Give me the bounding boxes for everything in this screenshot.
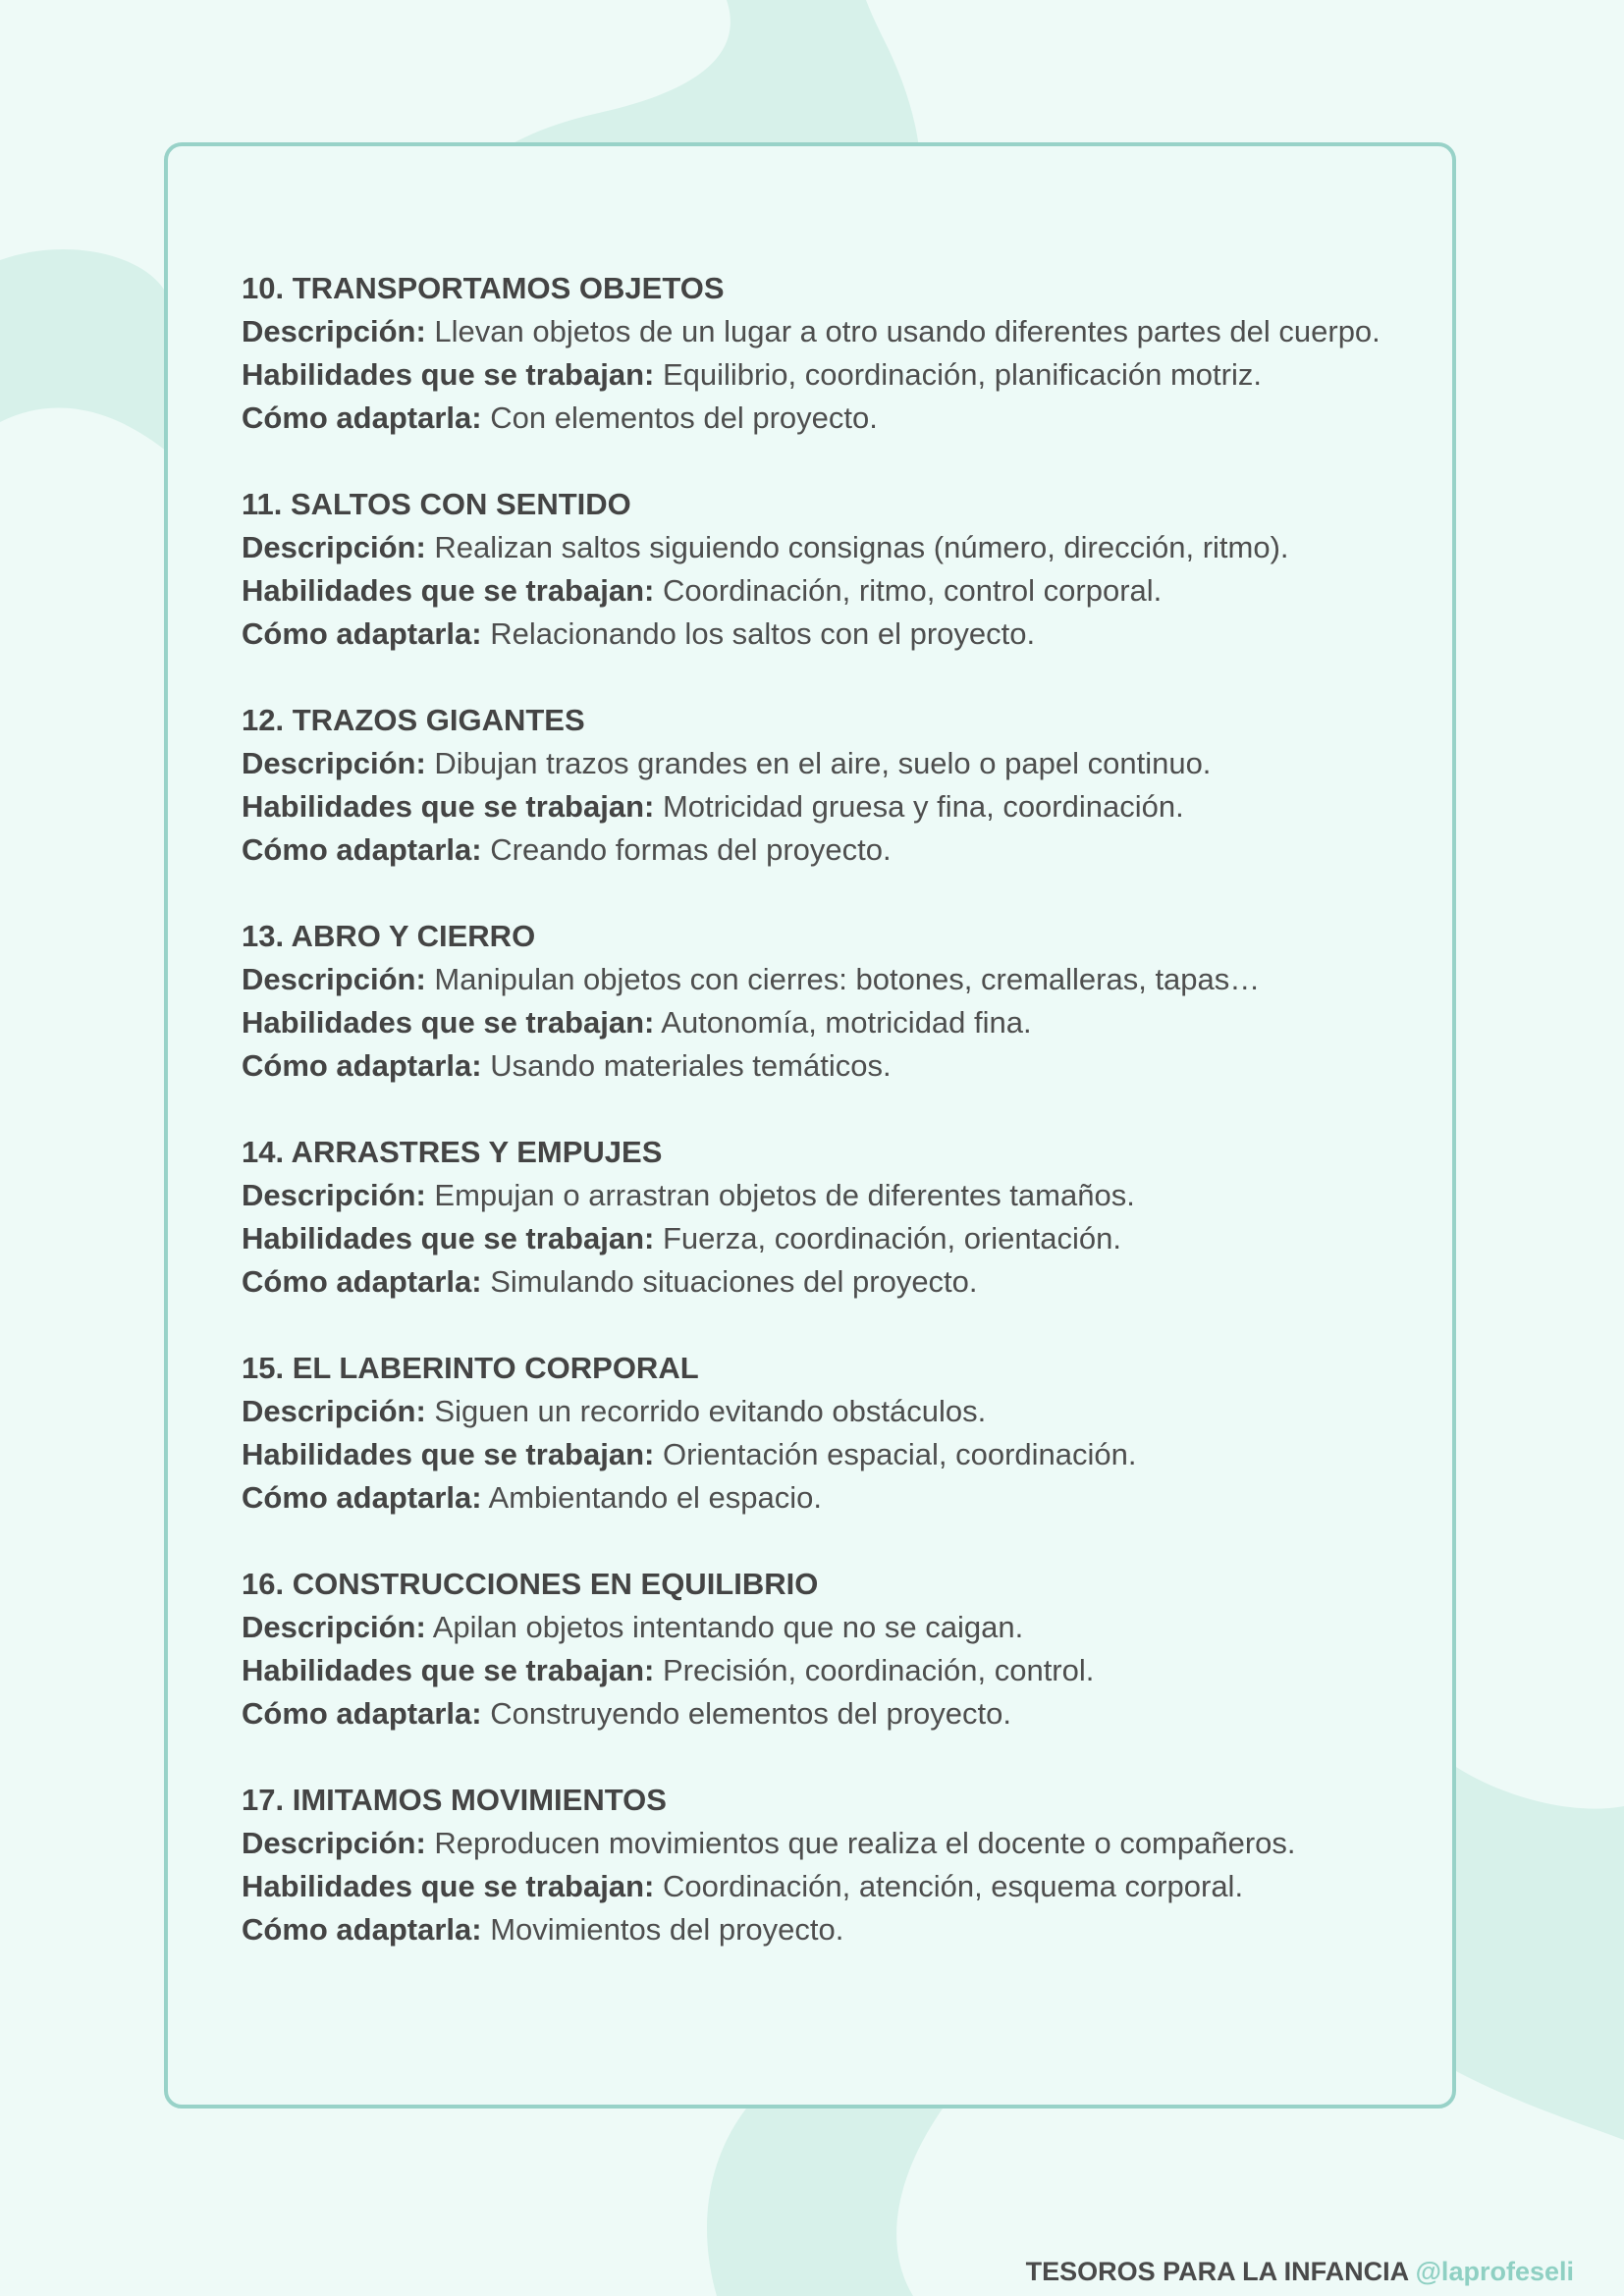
skills-text: Precisión, coordinación, control. <box>662 1653 1095 1687</box>
activity-description <box>242 310 1390 353</box>
activities-list <box>242 267 1390 1995</box>
activity-skills <box>242 353 1390 397</box>
description-label: Descripción: <box>242 1826 426 1860</box>
description-text: Siguen un recorrido evitando obstáculos. <box>434 1394 987 1428</box>
activity-description <box>242 526 1390 569</box>
activity-skills <box>242 785 1390 828</box>
decor-wave-right <box>1456 1767 1624 2140</box>
description-label: Descripción: <box>242 530 426 564</box>
skills-label: Habilidades que se trabajan: <box>242 1437 655 1471</box>
activity-adaptation <box>242 1260 1390 1304</box>
activity-description <box>242 958 1390 1001</box>
skills-label: Habilidades que se trabajan: <box>242 1653 655 1687</box>
activity-17 <box>242 1779 1390 1951</box>
adaptation-text: Relacionando los saltos con el proyecto. <box>490 616 1036 651</box>
activity-12 <box>242 699 1390 872</box>
description-text: Reproducen movimientos que realiza el docente o compañeros. <box>434 1826 1296 1860</box>
adaptation-label: Cómo adaptarla: <box>242 832 482 867</box>
description-text: Dibujan trazos grandes en el aire, suelo o papel continuo. <box>434 746 1212 780</box>
adaptation-label: Cómo adaptarla: <box>242 616 482 651</box>
adaptation-label: Cómo adaptarla: <box>242 1480 482 1515</box>
activity-skills <box>242 1433 1390 1476</box>
activity-skills <box>242 569 1390 613</box>
skills-label: Habilidades que se trabajan: <box>242 789 655 824</box>
activity-skills <box>242 1217 1390 1260</box>
adaptation-text: Simulando situaciones del proyecto. <box>490 1264 978 1299</box>
activities-card <box>164 142 1456 2109</box>
skills-text: Equilibrio, coordinación, planificación motriz. <box>662 357 1262 392</box>
description-text: Llevan objetos de un lugar a otro usando diferentes partes del cuerpo. <box>434 314 1380 348</box>
activity-title: 13. ABRO Y CIERRO <box>242 919 536 953</box>
activity-skills <box>242 1865 1390 1908</box>
activity-adaptation <box>242 1044 1390 1088</box>
adaptation-label: Cómo adaptarla: <box>242 1264 482 1299</box>
description-text: Apilan objetos intentando que no se caigan. <box>432 1610 1024 1644</box>
activity-description <box>242 1174 1390 1217</box>
skills-text: Motricidad gruesa y fina, coordinación. <box>662 789 1184 824</box>
description-label: Descripción: <box>242 962 426 996</box>
activity-title: 14. ARRASTRES Y EMPUJES <box>242 1135 663 1169</box>
skills-label: Habilidades que se trabajan: <box>242 1005 655 1040</box>
activity-skills <box>242 1001 1390 1044</box>
activity-title: 12. TRAZOS GIGANTES <box>242 703 585 737</box>
activity-adaptation <box>242 613 1390 656</box>
activity-description <box>242 742 1390 785</box>
activity-adaptation <box>242 1476 1390 1520</box>
adaptation-label: Cómo adaptarla: <box>242 1048 482 1083</box>
adaptation-text: Con elementos del proyecto. <box>490 400 878 435</box>
activity-11 <box>242 483 1390 656</box>
activity-13 <box>242 915 1390 1088</box>
skills-label: Habilidades que se trabajan: <box>242 573 655 608</box>
description-label: Descripción: <box>242 314 426 348</box>
activity-adaptation <box>242 397 1390 440</box>
adaptation-text: Creando formas del proyecto. <box>490 832 892 867</box>
activity-15 <box>242 1347 1390 1520</box>
footer-brand: TESOROS PARA LA INFANCIA <box>1025 2257 1409 2286</box>
description-label: Descripción: <box>242 1394 426 1428</box>
activity-adaptation <box>242 828 1390 872</box>
activity-description <box>242 1606 1390 1649</box>
skills-text: Coordinación, ritmo, control corporal. <box>662 573 1163 608</box>
description-text: Empujan o arrastran objetos de diferentes tamaños. <box>434 1178 1135 1212</box>
adaptation-label: Cómo adaptarla: <box>242 1696 482 1731</box>
skills-text: Fuerza, coordinación, orientación. <box>662 1221 1121 1255</box>
skills-label: Habilidades que se trabajan: <box>242 1869 655 1903</box>
footer-handle: @laprofeseli <box>1415 2257 1574 2286</box>
activity-title: 16. CONSTRUCCIONES EN EQUILIBRIO <box>242 1567 819 1601</box>
adaptation-label: Cómo adaptarla: <box>242 400 482 435</box>
footer-credit <box>1026 2255 1574 2288</box>
activity-adaptation <box>242 1908 1390 1951</box>
activity-16 <box>242 1563 1390 1735</box>
skills-text: Autonomía, motricidad fina. <box>661 1005 1032 1040</box>
activity-description <box>242 1822 1390 1865</box>
activity-skills <box>242 1649 1390 1692</box>
skills-label: Habilidades que se trabajan: <box>242 357 655 392</box>
description-label: Descripción: <box>242 1178 426 1212</box>
description-text: Realizan saltos siguiendo consignas (número, dirección, ritmo). <box>434 530 1289 564</box>
activity-title: 10. TRANSPORTAMOS OBJETOS <box>242 271 725 305</box>
skills-text: Orientación espacial, coordinación. <box>662 1437 1137 1471</box>
adaptation-label: Cómo adaptarla: <box>242 1912 482 1947</box>
decor-wave-bottom <box>707 2109 943 2296</box>
adaptation-text: Construyendo elementos del proyecto. <box>490 1696 1011 1731</box>
skills-text: Coordinación, atención, esquema corporal. <box>662 1869 1244 1903</box>
description-label: Descripción: <box>242 746 426 780</box>
decor-wave-left <box>0 249 167 452</box>
activity-title: 15. EL LABERINTO CORPORAL <box>242 1351 699 1385</box>
adaptation-text: Movimientos del proyecto. <box>490 1912 844 1947</box>
activity-14 <box>242 1131 1390 1304</box>
activity-description <box>242 1390 1390 1433</box>
activity-title: 11. SALTOS CON SENTIDO <box>242 487 631 521</box>
description-text: Manipulan objetos con cierres: botones, cremalleras, tapas… <box>434 962 1261 996</box>
activity-10 <box>242 267 1390 440</box>
skills-label: Habilidades que se trabajan: <box>242 1221 655 1255</box>
adaptation-text: Ambientando el espacio. <box>488 1480 823 1515</box>
activity-title: 17. IMITAMOS MOVIMIENTOS <box>242 1783 667 1817</box>
activity-adaptation <box>242 1692 1390 1735</box>
adaptation-text: Usando materiales temáticos. <box>490 1048 892 1083</box>
description-label: Descripción: <box>242 1610 426 1644</box>
